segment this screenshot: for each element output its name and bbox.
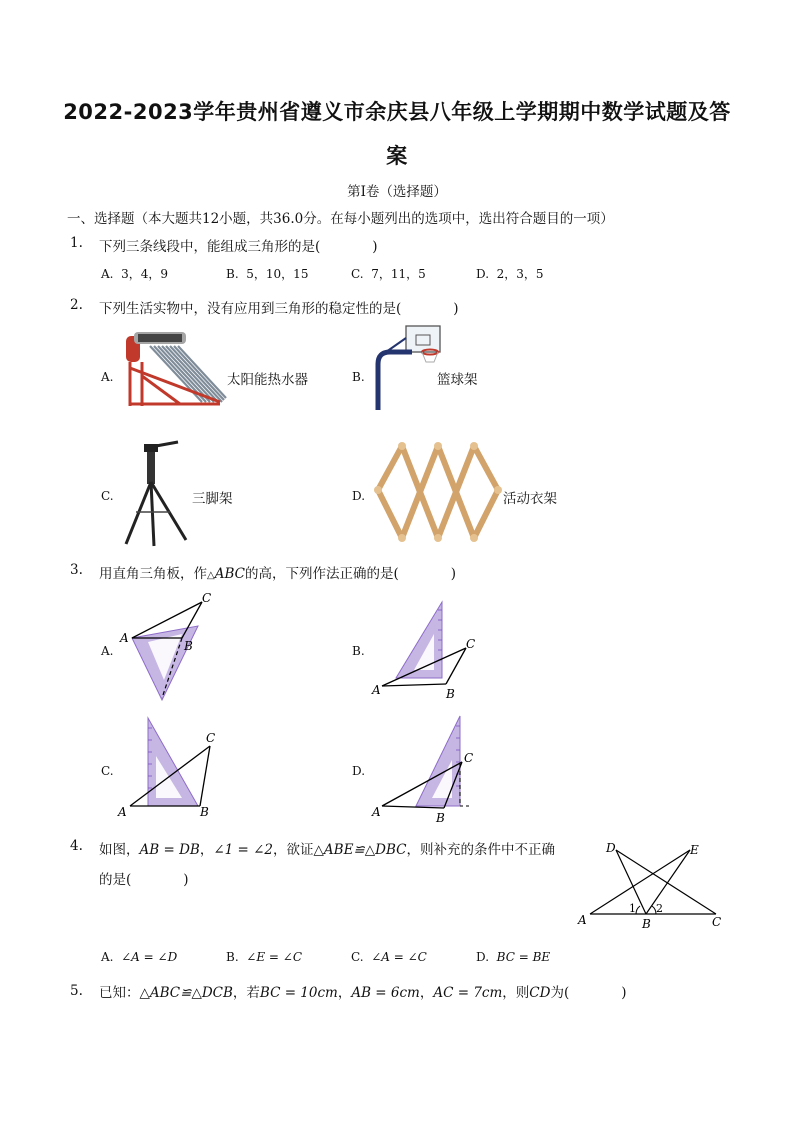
label-c: C	[202, 591, 212, 605]
label-b: B	[184, 639, 193, 653]
label-a: A	[372, 805, 381, 819]
q4-figure	[576, 836, 736, 932]
q4-option-b: B. ∠E = ∠C	[226, 950, 303, 964]
q1-option-d: D. 2，3，5	[476, 267, 544, 281]
q2-option-c-caption: 三脚架	[192, 491, 233, 507]
label-b: B	[200, 805, 209, 819]
tripod-icon	[118, 440, 194, 550]
document-title-line2: 案	[386, 144, 408, 168]
label-b: B	[436, 811, 445, 825]
q2-option-b-label: B.	[352, 370, 365, 384]
label-a: A	[372, 683, 381, 697]
label-e: E	[690, 843, 699, 857]
q5-stem: 已知：△ABC≌△DCB，若BC = 10cm，AB = 6cm，AC = 7cm，则CD为( )	[99, 985, 627, 1001]
label-a: A	[120, 631, 129, 645]
q4-number: 4.	[70, 838, 83, 854]
q1-option-b: B. 5，10，15	[226, 267, 309, 281]
q1-option-a: A. 3，4，9	[101, 267, 169, 281]
q2-option-a-label: A.	[101, 370, 114, 384]
q1-stem: 下列三条线段中，能组成三角形的是( )	[99, 239, 378, 255]
label-a: A	[118, 805, 127, 819]
label-a: A	[578, 913, 587, 927]
angle-1-label: 1	[629, 902, 636, 915]
section-heading: 一、选择题（本大题共12小题，共36.0分。在每小题列出的选项中，选出符合题目的一项）	[67, 211, 614, 227]
label-c: C	[206, 731, 216, 745]
q1-number: 1.	[70, 235, 83, 251]
q3-figure-d	[370, 714, 490, 826]
label-c: C	[712, 915, 722, 929]
basketball-hoop-icon	[372, 324, 444, 414]
q4-option-a: A. ∠A = ∠D	[101, 950, 178, 964]
label-b: B	[642, 917, 651, 931]
q4-stem-line2: 的是( )	[99, 872, 189, 888]
label-b: B	[446, 687, 455, 701]
q2-option-a-caption: 太阳能热水器	[227, 372, 308, 388]
label-c: C	[464, 751, 474, 765]
angle-2-label: 2	[656, 902, 663, 915]
q3-figure-a	[118, 590, 228, 704]
q1-option-c: C. 7，11，5	[351, 267, 426, 281]
q3-figure-c	[116, 716, 228, 822]
q4-stem: 如图，AB = DB，∠1 = ∠2，欲证△ABE≌△DBC，则补充的条件中不正确	[99, 842, 555, 858]
part-title: 第I卷（选择题）	[347, 184, 447, 200]
q4-option-c: C. ∠A = ∠C	[351, 950, 427, 964]
q3-number: 3.	[70, 562, 83, 578]
q2-option-c-label: C.	[101, 489, 114, 503]
q3-option-c-label: C.	[101, 764, 114, 778]
q5-number: 5.	[70, 983, 83, 999]
document-title-line1: 2022-2023学年贵州省遵义市余庆县八年级上学期期中数学试题及答	[63, 100, 731, 124]
q2-number: 2.	[70, 297, 83, 313]
q3-option-a-label: A.	[101, 644, 114, 658]
q3-stem: 用直角三角板，作△ABC的高，下列作法正确的是( )	[99, 566, 457, 582]
q4-option-d: D. BC = BE	[476, 950, 551, 964]
q3-option-d-label: D.	[352, 764, 366, 778]
solar-water-heater-icon	[120, 328, 228, 410]
label-d: D	[606, 841, 616, 855]
q2-option-b-caption: 篮球架	[437, 372, 478, 388]
q3-figure-b	[370, 598, 490, 702]
folding-coat-rack-icon	[372, 440, 504, 544]
label-c: C	[466, 637, 476, 651]
q2-option-d-label: D.	[352, 489, 366, 503]
q2-stem: 下列生活实物中，没有应用到三角形的稳定性的是( )	[99, 301, 459, 317]
q3-option-b-label: B.	[352, 644, 365, 658]
q2-option-d-caption: 活动衣架	[503, 491, 557, 507]
